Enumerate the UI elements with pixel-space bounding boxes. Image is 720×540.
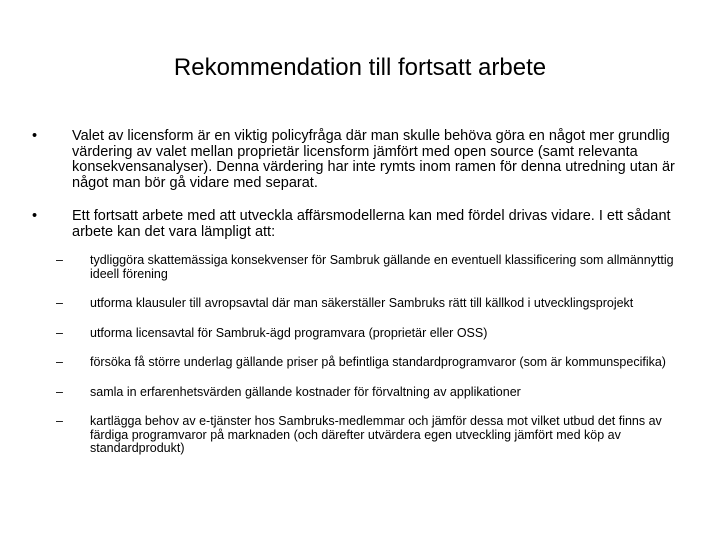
sub-bullet-item (56, 356, 688, 370)
sub-bullet-text: försöka få större underlag gällande priser på befintliga standardprogramvaror (som är kommunspecifika) (90, 355, 666, 369)
sub-bullet-marker: – (56, 325, 63, 340)
slide-title: Rekommendation till fortsatt arbete (173, 54, 547, 81)
sub-bullet-text: utforma licensavtal för Sambruk-ägd programvara (proprietär eller OSS) (90, 325, 488, 340)
bullet-marker: • (32, 128, 38, 144)
sub-bullet-marker: – (56, 384, 63, 399)
sub-bullet-text: kartlägga behov av e-tjänster hos Sambruks-medlemmar och jämför dessa mot vilket utbud det finns av färdiga programvaror på marknaden (och därefter utvärdera egen utveckling jämfört med köp av standardprodukt) (90, 414, 662, 455)
sub-bullet-item (56, 297, 688, 311)
bullet-marker: • (32, 208, 38, 224)
bullet-list (28, 129, 688, 456)
sub-bullet-marker: – (56, 355, 63, 369)
bullet-text: Valet av licensform är en viktig policyfråga där man skulle behöva göra en något mer grundlig värdering av valet mellan proprietär licensform jämfört med open source (samt relevanta konsekvensanalyser). Denna värdering har inte rymts inom ramen för denna utredning utan är något man bör gå vidare med separat. (72, 128, 675, 191)
sub-bullet-marker: – (56, 253, 63, 267)
sub-bullet-text: utforma klausuler till avropsavtal där man säkerställer Sambruks rätt till källkod i utvecklingsprojekt (90, 296, 634, 310)
bullet-item (28, 209, 688, 456)
sub-bullet-item (56, 254, 688, 281)
sub-bullet-marker: – (56, 414, 63, 428)
bullet-item (28, 129, 688, 191)
sub-bullet-item (56, 386, 688, 400)
sub-bullet-list (56, 254, 688, 456)
sub-bullet-item (56, 415, 688, 456)
sub-bullet-text: tydliggöra skattemässiga konsekvenser för Sambruk gällande en eventuell klassificering som allmännyttig ideell förening (90, 253, 674, 281)
sub-bullet-item (56, 327, 688, 341)
bullet-text: Ett fortsatt arbete med att utveckla affärsmodellerna kan med fördel drivas vidare. I ett sådant arbete kan det vara lämpligt att: (72, 208, 671, 240)
sub-bullet-marker: – (56, 296, 63, 310)
sub-bullet-text: samla in erfarenhetsvärden gällande kostnader för förvaltning av applikationer (90, 384, 521, 399)
